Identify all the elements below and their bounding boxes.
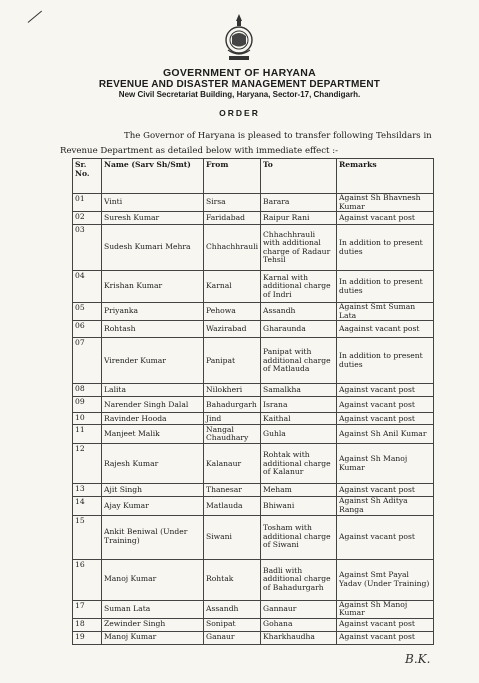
- cell-to: Assandh: [261, 303, 337, 321]
- haryana-emblem-icon: [220, 12, 258, 64]
- cell-remarks: Against Sh Manoj Kumar: [337, 600, 434, 618]
- cell-to: Israna: [261, 397, 337, 413]
- cell-remarks: Against Sh Bhavnesh Kumar: [337, 194, 434, 212]
- order-title: ORDER: [219, 108, 260, 118]
- cell-remarks: Against vacant post: [337, 212, 434, 225]
- cell-sr: 12: [73, 444, 102, 484]
- cell-sr: 09: [73, 397, 102, 413]
- table-row: [73, 497, 434, 515]
- table-row: [73, 425, 434, 444]
- pen-mark: [28, 11, 43, 23]
- cell-from: Jind: [204, 413, 261, 425]
- column-header-from: From: [204, 159, 261, 194]
- department-address: New Civil Secretariat Building, Haryana, Sector-17, Chandigarh.: [118, 90, 361, 99]
- cell-sr: 19: [73, 631, 102, 644]
- cell-name: Manoj Kumar: [102, 631, 204, 644]
- cell-sr: 18: [73, 618, 102, 631]
- cell-name: Manjeet Malik: [102, 425, 204, 444]
- cell-remarks: Against Smt Payal Yadav (Under Training): [337, 559, 434, 600]
- cell-sr: 01: [73, 194, 102, 212]
- table-row: [73, 413, 434, 425]
- table-row: [73, 212, 434, 225]
- cell-name: Suresh Kumar: [102, 212, 204, 225]
- cell-to: Panipat with additional charge of Matlauda: [261, 338, 337, 384]
- cell-name: Ajay Kumar: [102, 497, 204, 515]
- cell-remarks: Against Sh Aditya Ranga: [337, 497, 434, 515]
- cell-name: Vinti: [102, 194, 204, 212]
- column-header-name: Name (Sarv Sh/Smt): [102, 159, 204, 194]
- cell-name: Ankit Beniwal (Under Training): [102, 515, 204, 559]
- intro-line-2: Revenue Department as detailed below with immediate effect :-: [60, 146, 339, 156]
- cell-remarks: In addition to present duties: [337, 338, 434, 384]
- table-row: [73, 384, 434, 397]
- cell-from: Bahadurgarh: [204, 397, 261, 413]
- cell-to: Bhiwani: [261, 497, 337, 515]
- cell-from: Nangal Chaudhary: [204, 425, 261, 444]
- cell-from: Rohtak: [204, 559, 261, 600]
- table-row: [73, 397, 434, 413]
- cell-name: Zewinder Singh: [102, 618, 204, 631]
- cell-to: Kharkhaudha: [261, 631, 337, 644]
- cell-from: Wazirabad: [204, 321, 261, 338]
- cell-sr: 08: [73, 384, 102, 397]
- cell-name: Rohtash: [102, 321, 204, 338]
- cell-to: Gharaunda: [261, 321, 337, 338]
- cell-from: Nilokheri: [204, 384, 261, 397]
- cell-from: Siwani: [204, 515, 261, 559]
- cell-name: Narender Singh Dalal: [102, 397, 204, 413]
- table-row: [73, 600, 434, 618]
- cell-to: Barara: [261, 194, 337, 212]
- cell-to: Gohana: [261, 618, 337, 631]
- cell-to: Kaithal: [261, 413, 337, 425]
- table-row: [73, 194, 434, 212]
- table-row: [73, 303, 434, 321]
- column-header-sr: Sr. No.: [73, 159, 102, 194]
- intro-line-1: The Governor of Haryana is pleased to transfer following Tehsildars in: [124, 131, 432, 141]
- cell-name: Suman Lata: [102, 600, 204, 618]
- cell-sr: 11: [73, 425, 102, 444]
- cell-name: Ravinder Hooda: [102, 413, 204, 425]
- cell-remarks: Against Sh Manoj Kumar: [337, 444, 434, 484]
- cell-sr: 07: [73, 338, 102, 384]
- cell-remarks: Against vacant post: [337, 413, 434, 425]
- cell-remarks: In addition to present duties: [337, 271, 434, 303]
- cell-from: Ganaur: [204, 631, 261, 644]
- cell-sr: 15: [73, 515, 102, 559]
- transfer-table: [72, 158, 434, 645]
- cell-from: Chhachhrauli: [204, 225, 261, 271]
- table-row: [73, 631, 434, 644]
- cell-sr: 03: [73, 225, 102, 271]
- department-title: REVENUE AND DISASTER MANAGEMENT DEPARTMENT: [98, 79, 381, 90]
- table-row: [73, 321, 434, 338]
- signature-initials: B.K.: [405, 652, 431, 666]
- cell-remarks: Against Smt Suman Lata: [337, 303, 434, 321]
- cell-from: Faridabad: [204, 212, 261, 225]
- cell-name: Rajesh Kumar: [102, 444, 204, 484]
- cell-sr: 05: [73, 303, 102, 321]
- cell-remarks: Against vacant post: [337, 484, 434, 497]
- cell-remarks: Against vacant post: [337, 397, 434, 413]
- cell-name: Manoj Kumar: [102, 559, 204, 600]
- cell-sr: 14: [73, 497, 102, 515]
- cell-sr: 04: [73, 271, 102, 303]
- table-row: [73, 559, 434, 600]
- cell-remarks: Against vacant post: [337, 618, 434, 631]
- cell-from: Kalanaur: [204, 444, 261, 484]
- column-header-to: To: [261, 159, 337, 194]
- cell-from: Karnal: [204, 271, 261, 303]
- cell-from: Sonipat: [204, 618, 261, 631]
- cell-remarks: Against vacant post: [337, 384, 434, 397]
- cell-sr: 17: [73, 600, 102, 618]
- cell-from: Assandh: [204, 600, 261, 618]
- cell-to: Gannaur: [261, 600, 337, 618]
- cell-name: Ajit Singh: [102, 484, 204, 497]
- government-title: GOVERNMENT OF HARYANA: [162, 67, 317, 79]
- table-row: [73, 338, 434, 384]
- cell-remarks: Against vacant post: [337, 515, 434, 559]
- cell-to: Guhla: [261, 425, 337, 444]
- cell-sr: 10: [73, 413, 102, 425]
- cell-to: Tosham with additional charge of Siwani: [261, 515, 337, 559]
- cell-to: Raipur Rani: [261, 212, 337, 225]
- table-row: [73, 484, 434, 497]
- cell-to: Chhachhrauli with additional charge of Radaur Tehsil: [261, 225, 337, 271]
- table-header-row: [73, 159, 434, 194]
- cell-remarks: Against Sh Anil Kumar: [337, 425, 434, 444]
- cell-from: Pehowa: [204, 303, 261, 321]
- cell-to: Badli with additional charge of Bahadurgarh: [261, 559, 337, 600]
- cell-name: Krishan Kumar: [102, 271, 204, 303]
- cell-to: Meham: [261, 484, 337, 497]
- table-row: [73, 618, 434, 631]
- cell-from: Matlauda: [204, 497, 261, 515]
- cell-to: Samalkha: [261, 384, 337, 397]
- cell-from: Sirsa: [204, 194, 261, 212]
- cell-remarks: Aagainst vacant post: [337, 321, 434, 338]
- cell-sr: 16: [73, 559, 102, 600]
- cell-name: Sudesh Kumari Mehra: [102, 225, 204, 271]
- cell-from: Panipat: [204, 338, 261, 384]
- table-row: [73, 225, 434, 271]
- cell-remarks: In addition to present duties: [337, 225, 434, 271]
- cell-remarks: Against vacant post: [337, 631, 434, 644]
- cell-to: Karnal with additional charge of Indri: [261, 271, 337, 303]
- cell-sr: 13: [73, 484, 102, 497]
- table-row: [73, 271, 434, 303]
- cell-name: Virender Kumar: [102, 338, 204, 384]
- cell-to: Rohtak with additional charge of Kalanur: [261, 444, 337, 484]
- cell-sr: 06: [73, 321, 102, 338]
- cell-name: Lalita: [102, 384, 204, 397]
- table-row: [73, 515, 434, 559]
- cell-from: Thanesar: [204, 484, 261, 497]
- column-header-remarks: Remarks: [337, 159, 434, 194]
- cell-name: Priyanka: [102, 303, 204, 321]
- cell-sr: 02: [73, 212, 102, 225]
- table-row: [73, 444, 434, 484]
